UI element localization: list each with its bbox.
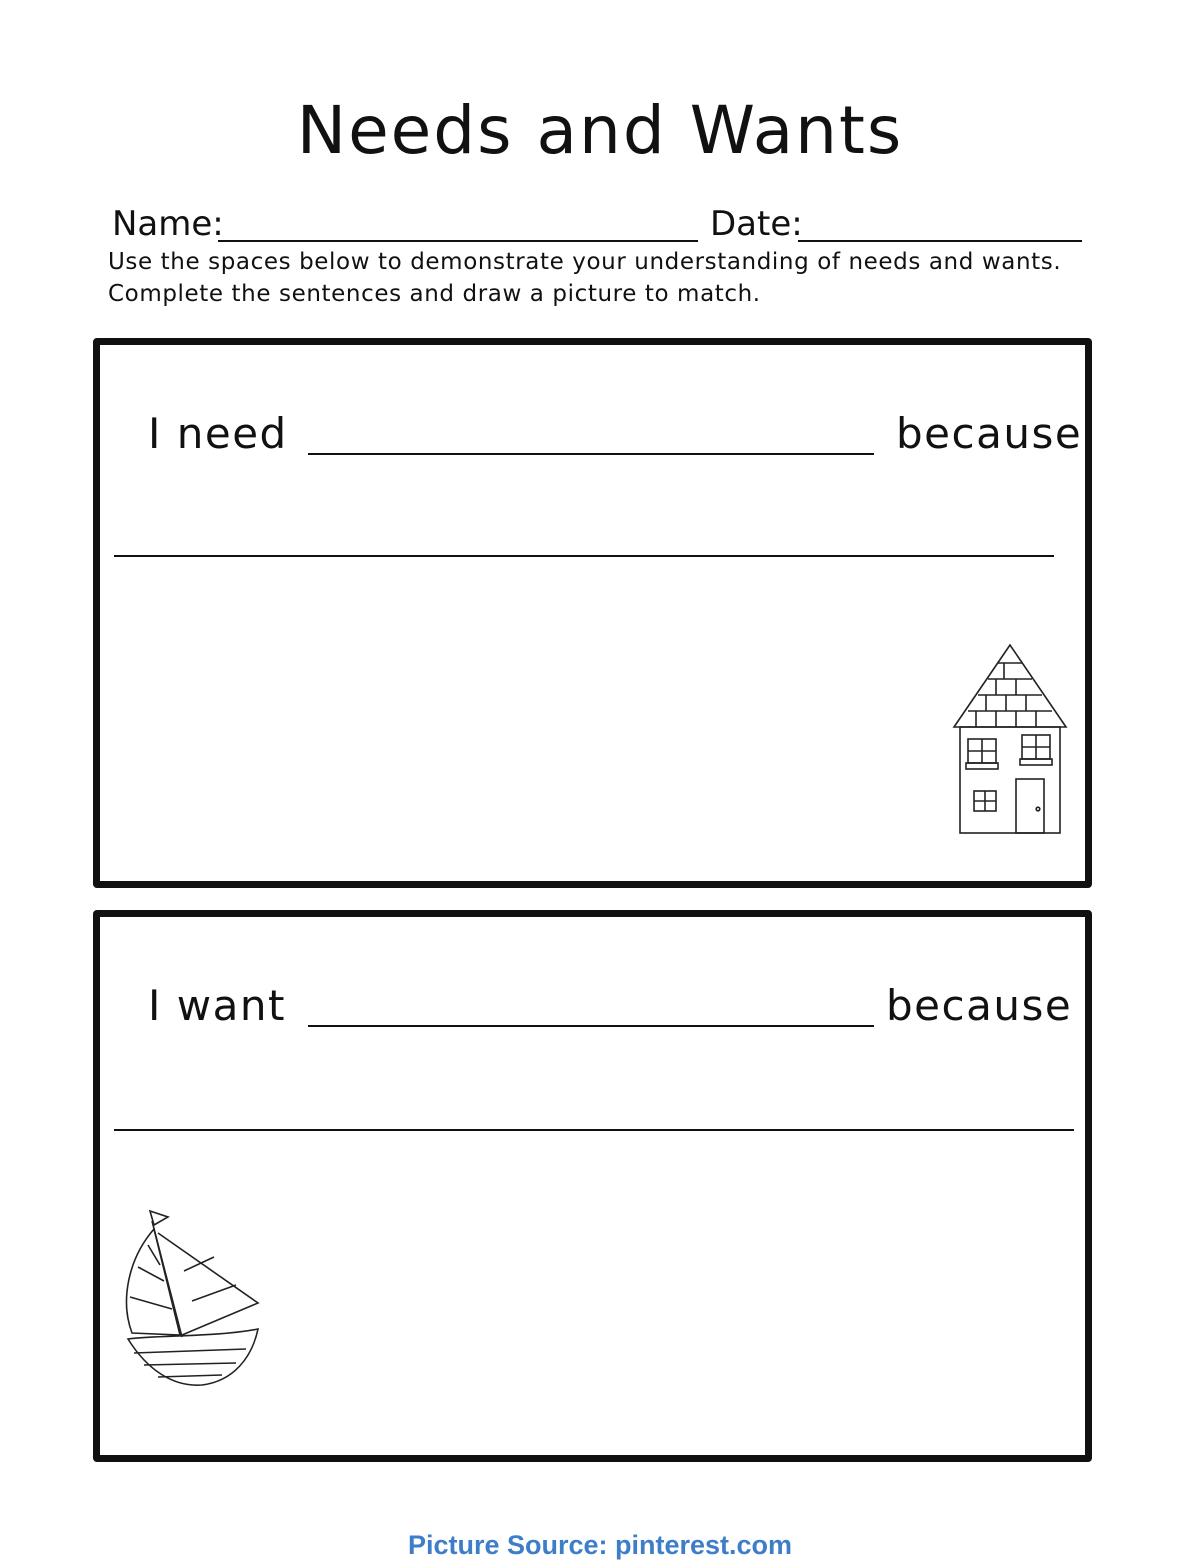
need-box — [93, 338, 1092, 888]
instructions-text: Use the spaces below to demonstrate your understanding of needs and wants. Complete the sentences and draw a picture to match. — [108, 249, 1062, 307]
name-field[interactable] — [218, 240, 698, 242]
want-because: because — [886, 981, 1073, 1030]
page-title: Needs and Wants — [296, 92, 904, 169]
need-blank[interactable] — [308, 453, 874, 455]
date-label: Date: — [710, 204, 803, 244]
picture-source-caption: Picture Source: pinterest.com — [407, 1530, 793, 1560]
want-reason-line[interactable] — [114, 1129, 1074, 1131]
need-because: because — [896, 409, 1083, 458]
date-field[interactable] — [798, 240, 1082, 242]
name-label: Name: — [112, 204, 224, 244]
want-box — [93, 910, 1092, 1462]
sailboat-icon — [118, 1205, 268, 1393]
need-reason-line[interactable] — [114, 555, 1054, 557]
house-icon — [950, 641, 1070, 837]
want-blank[interactable] — [308, 1025, 874, 1027]
need-prompt: I need — [148, 409, 288, 458]
want-prompt: I want — [148, 981, 286, 1030]
